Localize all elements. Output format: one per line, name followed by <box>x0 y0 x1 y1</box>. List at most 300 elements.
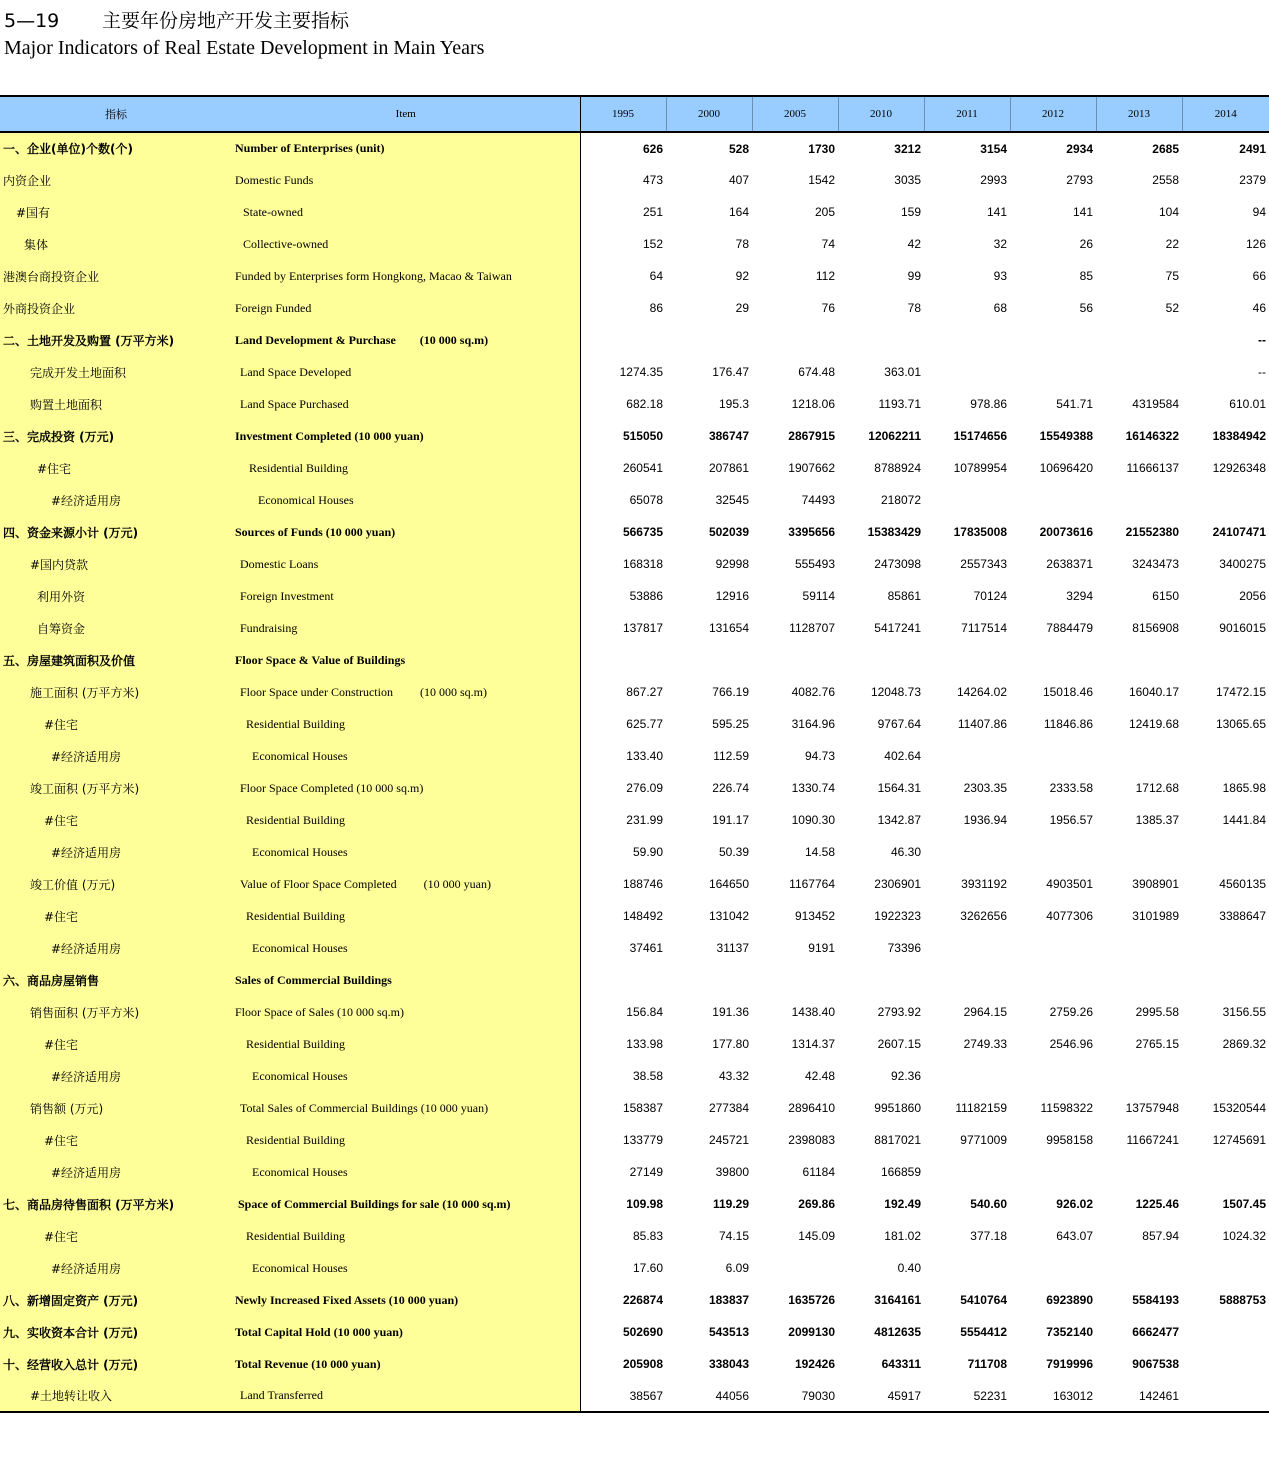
value-cell: 21552380 <box>1125 525 1179 539</box>
column-header-year: 2000 <box>666 96 752 132</box>
value-cell <box>838 964 924 996</box>
value-cell: 2793 <box>1066 173 1093 187</box>
value-cell: 3156.55 <box>1222 1005 1266 1019</box>
value-cell: 192426 <box>794 1357 835 1371</box>
table-row <box>0 548 1269 580</box>
value-cell <box>1182 1380 1269 1412</box>
value-cell: 2995.58 <box>1135 1005 1179 1019</box>
column-header-year: 2010 <box>838 96 924 132</box>
value-cell: 32545 <box>715 493 749 507</box>
table-row <box>0 836 1269 868</box>
value-cell: 94.73 <box>804 749 835 763</box>
table-row <box>0 484 1269 516</box>
column-header-en: Item <box>232 96 580 132</box>
indicator-cn: 集体 <box>0 228 232 260</box>
indicator-en: Number of Enterprises (unit) <box>232 132 580 164</box>
value-cell <box>580 324 666 356</box>
indicators-table <box>0 95 1269 1413</box>
indicator-en: Economical Houses <box>232 1252 580 1284</box>
value-cell <box>1096 484 1182 516</box>
indicator-cn: 五、房屋建筑面积及价值 <box>0 644 232 676</box>
value-cell: 3262656 <box>960 909 1007 923</box>
value-cell <box>752 644 838 676</box>
value-cell: 1274.35 <box>619 365 663 379</box>
value-cell: 39800 <box>715 1165 749 1179</box>
value-cell: 2056 <box>1239 589 1266 603</box>
value-cell <box>1182 1348 1269 1380</box>
table-row <box>0 676 1269 708</box>
value-cell: 9771009 <box>960 1133 1007 1147</box>
indicator-cn: 销售面积 (万平方米) <box>0 996 232 1028</box>
value-cell <box>924 356 1010 388</box>
indicator-en: State-owned <box>232 196 580 228</box>
indicator-en: Domestic Funds <box>232 164 580 196</box>
value-cell: 12745691 <box>1212 1133 1266 1147</box>
indicator-cn: 四、资金来源小计 (万元) <box>0 516 232 548</box>
value-cell: 1314.37 <box>791 1037 835 1051</box>
value-cell: 32 <box>993 237 1007 251</box>
value-cell <box>666 644 752 676</box>
value-cell: 8817021 <box>874 1133 921 1147</box>
indicator-en: Floor Space & Value of Buildings <box>232 644 580 676</box>
value-cell: 52 <box>1165 301 1179 315</box>
value-cell: 6923890 <box>1046 1293 1093 1307</box>
table-row <box>0 260 1269 292</box>
value-cell: 92998 <box>715 557 749 571</box>
value-cell: 7884479 <box>1046 621 1093 635</box>
table-row <box>0 196 1269 228</box>
value-cell: 73396 <box>887 941 921 955</box>
value-cell: 46 <box>1252 301 1266 315</box>
value-cell <box>1096 1156 1182 1188</box>
table-row <box>0 1316 1269 1348</box>
value-cell: 5584193 <box>1132 1293 1179 1307</box>
indicator-cn: 一、企业(单位)个数(个) <box>0 132 232 164</box>
value-cell: 1225.46 <box>1135 1197 1179 1211</box>
value-cell: 13065.65 <box>1215 717 1266 731</box>
table-row <box>0 452 1269 484</box>
indicator-cn: 港澳台商投资企业 <box>0 260 232 292</box>
table-row <box>0 1124 1269 1156</box>
value-cell: 65078 <box>629 493 663 507</box>
table-row <box>0 132 1269 164</box>
value-cell: 1542 <box>808 173 835 187</box>
value-cell: 11846.86 <box>1043 717 1093 731</box>
value-cell: 43.32 <box>718 1069 749 1083</box>
value-cell: 192.49 <box>884 1197 921 1211</box>
value-cell: 3212 <box>894 141 921 156</box>
value-cell: 11407.86 <box>957 717 1007 731</box>
value-cell: 643.07 <box>1056 1229 1093 1243</box>
indicator-cn: 施工面积 (万平方米) <box>0 676 232 708</box>
value-cell: 12062211 <box>868 429 921 443</box>
value-cell: 3395656 <box>788 525 835 539</box>
value-cell: 3035 <box>894 173 921 187</box>
indicator-en: Collective-owned <box>232 228 580 260</box>
value-cell: 5554412 <box>960 1325 1007 1339</box>
column-header-year: 2005 <box>752 96 838 132</box>
table-row <box>0 996 1269 1028</box>
value-cell: 15383429 <box>867 525 921 539</box>
value-cell: 4812635 <box>874 1325 921 1339</box>
value-cell: 109.98 <box>626 1197 663 1211</box>
value-cell <box>1182 484 1269 516</box>
value-cell <box>1182 1156 1269 1188</box>
value-cell: 133.40 <box>626 749 663 763</box>
value-cell: 92.36 <box>890 1069 921 1083</box>
value-cell: 251 <box>642 205 663 219</box>
value-cell <box>1096 1060 1182 1092</box>
indicator-en: Economical Houses <box>232 836 580 868</box>
indicator-en: Residential Building <box>232 804 580 836</box>
indicator-en: Total Revenue (10 000 yuan) <box>232 1348 580 1380</box>
value-cell: 9958158 <box>1046 1133 1093 1147</box>
indicator-cn: #住宅 <box>0 452 232 484</box>
value-cell: 2793.92 <box>877 1005 921 1019</box>
value-cell: 10789954 <box>953 461 1007 475</box>
value-cell: 2303.35 <box>963 781 1007 795</box>
indicator-en: Land Development & Purchase (10 000 sq.m) <box>232 324 580 356</box>
table-row <box>0 1252 1269 1284</box>
table-row <box>0 772 1269 804</box>
value-cell: 11667241 <box>1126 1133 1179 1147</box>
value-cell: 515050 <box>622 429 663 443</box>
value-cell: 338043 <box>708 1357 749 1371</box>
value-cell: 6662477 <box>1132 1325 1179 1339</box>
table-row <box>0 868 1269 900</box>
value-cell: 2557343 <box>960 557 1007 571</box>
table-row <box>0 1348 1269 1380</box>
value-cell: 682.18 <box>626 397 663 411</box>
value-cell <box>1010 324 1096 356</box>
indicator-en: Space of Commercial Buildings for sale (10 000 sq.m) <box>232 1188 580 1220</box>
value-cell: 99 <box>907 269 921 283</box>
value-cell: 1330.74 <box>791 781 835 795</box>
value-cell: 4903501 <box>1046 877 1093 891</box>
column-header-year: 2014 <box>1182 96 1269 132</box>
indicator-cn: 外商投资企业 <box>0 292 232 324</box>
indicator-en: Investment Completed (10 000 yuan) <box>232 420 580 452</box>
value-cell: 4560135 <box>1219 877 1266 891</box>
column-header-year: 2012 <box>1010 96 1096 132</box>
table-row <box>0 708 1269 740</box>
value-cell <box>1096 932 1182 964</box>
value-cell: 11666137 <box>1126 461 1179 475</box>
value-cell: 50.39 <box>718 845 749 859</box>
table-row <box>0 580 1269 612</box>
table-row <box>0 964 1269 996</box>
column-header-cn: 指标 <box>0 96 232 132</box>
value-cell: 152 <box>642 237 663 251</box>
value-cell: 4082.76 <box>791 685 835 699</box>
table-row <box>0 1092 1269 1124</box>
value-cell: 12916 <box>715 589 749 603</box>
value-cell: 75 <box>1165 269 1179 283</box>
indicator-en: Economical Houses <box>232 484 580 516</box>
value-cell: 3388647 <box>1219 909 1266 923</box>
table-row <box>0 1188 1269 1220</box>
indicator-cn: 内资企业 <box>0 164 232 196</box>
value-cell: 1635726 <box>788 1293 835 1307</box>
value-cell: 38567 <box>629 1388 663 1403</box>
value-cell: 245721 <box>708 1133 749 1147</box>
indicator-cn: 六、商品房屋销售 <box>0 964 232 996</box>
value-cell: 59.90 <box>632 845 663 859</box>
indicator-cn: 二、土地开发及购置 (万平方米) <box>0 324 232 356</box>
value-cell <box>1096 1252 1182 1284</box>
value-cell: 3101989 <box>1132 909 1179 923</box>
value-cell: 555493 <box>794 557 835 571</box>
value-cell: 177.80 <box>712 1037 749 1051</box>
value-cell: 183837 <box>708 1293 749 1307</box>
value-cell: 8788924 <box>874 461 921 475</box>
value-cell: 14264.02 <box>956 685 1007 699</box>
value-cell <box>924 1156 1010 1188</box>
value-cell: 191.36 <box>712 1005 749 1019</box>
table-number: 5—19 <box>4 10 60 32</box>
indicator-cn: #住宅 <box>0 900 232 932</box>
value-cell: 44056 <box>715 1388 749 1403</box>
value-cell: 24107471 <box>1212 525 1266 539</box>
indicator-en: Foreign Investment <box>232 580 580 612</box>
value-cell <box>924 324 1010 356</box>
value-cell: 1564.31 <box>877 781 921 795</box>
value-cell: 27149 <box>629 1165 663 1179</box>
value-cell: 74493 <box>801 493 835 507</box>
value-cell: 131042 <box>708 909 749 923</box>
indicator-cn: #经济适用房 <box>0 484 232 516</box>
value-cell <box>1182 932 1269 964</box>
value-cell: 2993 <box>980 173 1007 187</box>
indicator-cn: #经济适用房 <box>0 1060 232 1092</box>
indicator-en: Floor Space under Construction (10 000 sq.m) <box>232 676 580 708</box>
value-cell <box>924 484 1010 516</box>
table-row <box>0 324 1269 356</box>
table-row <box>0 516 1269 548</box>
value-cell <box>924 1252 1010 1284</box>
value-cell <box>1096 324 1182 356</box>
value-cell: 2759.26 <box>1049 1005 1093 1019</box>
value-cell: 195.3 <box>718 397 749 411</box>
table-title-en: Major Indicators of Real Estate Development in Main Years <box>4 37 485 59</box>
indicator-en: Economical Houses <box>232 932 580 964</box>
value-cell: 1956.57 <box>1049 813 1093 827</box>
value-cell: 112.59 <box>713 749 749 763</box>
value-cell: 218072 <box>880 493 921 507</box>
value-cell: 2473098 <box>874 557 921 571</box>
value-cell: 74.15 <box>718 1229 749 1243</box>
indicator-en: Residential Building <box>232 1028 580 1060</box>
value-cell: 502690 <box>622 1325 663 1339</box>
value-cell: 16040.17 <box>1128 685 1179 699</box>
value-cell: 68 <box>993 301 1007 315</box>
value-cell: 9016015 <box>1219 621 1266 635</box>
value-cell: 3931192 <box>961 877 1007 891</box>
value-cell: 92 <box>735 269 749 283</box>
value-cell: 2867915 <box>788 429 835 443</box>
value-cell: 2964.15 <box>963 1005 1007 1019</box>
indicator-cn: #经济适用房 <box>0 932 232 964</box>
value-cell: 52231 <box>973 1388 1007 1403</box>
value-cell: 12926348 <box>1212 461 1266 475</box>
value-cell: 595.25 <box>712 717 749 731</box>
value-cell: 1922323 <box>874 909 921 923</box>
indicator-cn: #住宅 <box>0 708 232 740</box>
value-cell: 913452 <box>794 909 835 923</box>
value-cell: 126 <box>1245 237 1266 251</box>
table-row <box>0 1060 1269 1092</box>
value-cell: 10696420 <box>1039 461 1093 475</box>
value-cell: 1167764 <box>789 877 835 891</box>
indicator-cn: 购置土地面积 <box>0 388 232 420</box>
indicator-en: Economical Houses <box>232 1156 580 1188</box>
value-cell: 269.86 <box>798 1197 835 1211</box>
indicator-cn: 利用外资 <box>0 580 232 612</box>
value-cell: 16146322 <box>1125 429 1179 443</box>
value-cell: 12419.68 <box>1128 717 1179 731</box>
table-row <box>0 612 1269 644</box>
value-cell: 79030 <box>801 1388 835 1403</box>
value-cell: 1936.94 <box>963 813 1007 827</box>
value-cell <box>838 644 924 676</box>
value-cell: 1090.30 <box>791 813 835 827</box>
table-row <box>0 292 1269 324</box>
value-cell: 3294 <box>1066 589 1093 603</box>
value-cell: 176.47 <box>712 365 749 379</box>
value-cell: 13757948 <box>1125 1101 1179 1115</box>
value-cell: 540.60 <box>970 1197 1007 1211</box>
value-cell: 46.30 <box>890 845 921 859</box>
indicator-cn: 九、实收资本合计 (万元) <box>0 1316 232 1348</box>
value-cell: 191.17 <box>712 813 749 827</box>
table-row <box>0 1284 1269 1316</box>
table-row <box>0 1220 1269 1252</box>
value-cell: 3154 <box>980 141 1007 156</box>
value-cell: 643311 <box>881 1357 921 1371</box>
value-cell: 6.09 <box>725 1261 749 1275</box>
value-cell: 5410764 <box>960 1293 1007 1307</box>
value-cell: 163012 <box>1052 1388 1093 1403</box>
indicator-cn: #住宅 <box>0 1220 232 1252</box>
value-cell: 15320544 <box>1212 1101 1266 1115</box>
value-cell: 205908 <box>622 1357 663 1371</box>
value-cell: 93 <box>993 269 1007 283</box>
value-cell: 145.09 <box>798 1229 835 1243</box>
value-cell: 1193.71 <box>878 397 921 411</box>
value-cell: 181.02 <box>884 1229 921 1243</box>
value-cell <box>1096 836 1182 868</box>
indicator-cn: 竣工面积 (万平方米) <box>0 772 232 804</box>
value-cell: 85 <box>1079 269 1093 283</box>
value-cell: 61184 <box>802 1165 835 1179</box>
value-cell: 14.58 <box>804 845 835 859</box>
indicator-en: Foreign Funded <box>232 292 580 324</box>
value-cell: 528 <box>728 141 749 156</box>
value-cell: 6150 <box>1152 589 1179 603</box>
table-row <box>0 1028 1269 1060</box>
value-cell: 260541 <box>622 461 663 475</box>
value-cell <box>1010 484 1096 516</box>
value-cell: 386747 <box>708 429 749 443</box>
value-cell: 1712.68 <box>1135 781 1179 795</box>
value-cell: 226874 <box>622 1293 663 1307</box>
value-cell: 12048.73 <box>870 685 921 699</box>
value-cell: 64 <box>649 269 663 283</box>
table-row <box>0 420 1269 452</box>
value-cell <box>1096 964 1182 996</box>
indicator-en: Total Capital Hold (10 000 yuan) <box>232 1316 580 1348</box>
value-cell: 133.98 <box>626 1037 663 1051</box>
value-cell: 142461 <box>1138 1388 1179 1403</box>
value-cell: 166859 <box>880 1165 921 1179</box>
indicator-en: Newly Increased Fixed Assets (10 000 yuan) <box>232 1284 580 1316</box>
value-cell <box>924 1060 1010 1092</box>
value-cell <box>1182 1060 1269 1092</box>
value-cell: 11598322 <box>1040 1101 1093 1115</box>
value-cell: 1385.37 <box>1135 813 1179 827</box>
value-cell: 1342.87 <box>877 813 921 827</box>
value-cell: 226.74 <box>712 781 749 795</box>
indicator-en: Residential Building <box>232 1220 580 1252</box>
value-cell: 2546.96 <box>1049 1037 1093 1051</box>
value-cell: -- <box>1258 333 1266 347</box>
value-cell: 42 <box>907 237 921 251</box>
value-cell <box>1010 964 1096 996</box>
value-cell <box>1010 1252 1096 1284</box>
table-row <box>0 388 1269 420</box>
value-cell <box>1182 964 1269 996</box>
table-row <box>0 1380 1269 1412</box>
table-title-cn <box>4 6 349 33</box>
value-cell: 3164.96 <box>791 717 835 731</box>
indicator-en: Sources of Funds (10 000 yuan) <box>232 516 580 548</box>
value-cell: 131654 <box>708 621 749 635</box>
value-cell: 104 <box>1158 205 1179 219</box>
value-cell: 402.64 <box>884 749 921 763</box>
table-row <box>0 164 1269 196</box>
value-cell: 2896410 <box>788 1101 835 1115</box>
value-cell <box>580 644 666 676</box>
value-cell: 85.83 <box>632 1229 663 1243</box>
value-cell: 2607.15 <box>877 1037 921 1051</box>
value-cell: 141 <box>986 205 1007 219</box>
indicator-en: Floor Space of Sales (10 000 sq.m) <box>232 996 580 1028</box>
value-cell: 22 <box>1165 237 1179 251</box>
value-cell: 2099130 <box>788 1325 835 1339</box>
value-cell: 11182159 <box>955 1101 1007 1115</box>
value-cell: 45917 <box>887 1388 921 1403</box>
value-cell: 2749.33 <box>963 1037 1007 1051</box>
value-cell: 94 <box>1252 205 1266 219</box>
value-cell <box>924 740 1010 772</box>
table-row <box>0 1156 1269 1188</box>
value-cell: 926.02 <box>1056 1197 1093 1211</box>
value-cell: 978.86 <box>970 397 1007 411</box>
value-cell: 276.09 <box>626 781 663 795</box>
indicator-cn: 竣工价值 (万元) <box>0 868 232 900</box>
table-body <box>0 132 1269 1412</box>
value-cell: 7919996 <box>1046 1357 1093 1371</box>
column-header-year: 1995 <box>580 96 666 132</box>
value-cell: 566735 <box>622 525 663 539</box>
indicator-cn: #土地转让收入 <box>0 1380 232 1412</box>
column-header-year: 2011 <box>924 96 1010 132</box>
value-cell <box>1182 836 1269 868</box>
value-cell: 137817 <box>622 621 663 635</box>
value-cell: 20073616 <box>1039 525 1093 539</box>
indicator-en: Land Space Purchased <box>232 388 580 420</box>
value-cell: 78 <box>735 237 749 251</box>
